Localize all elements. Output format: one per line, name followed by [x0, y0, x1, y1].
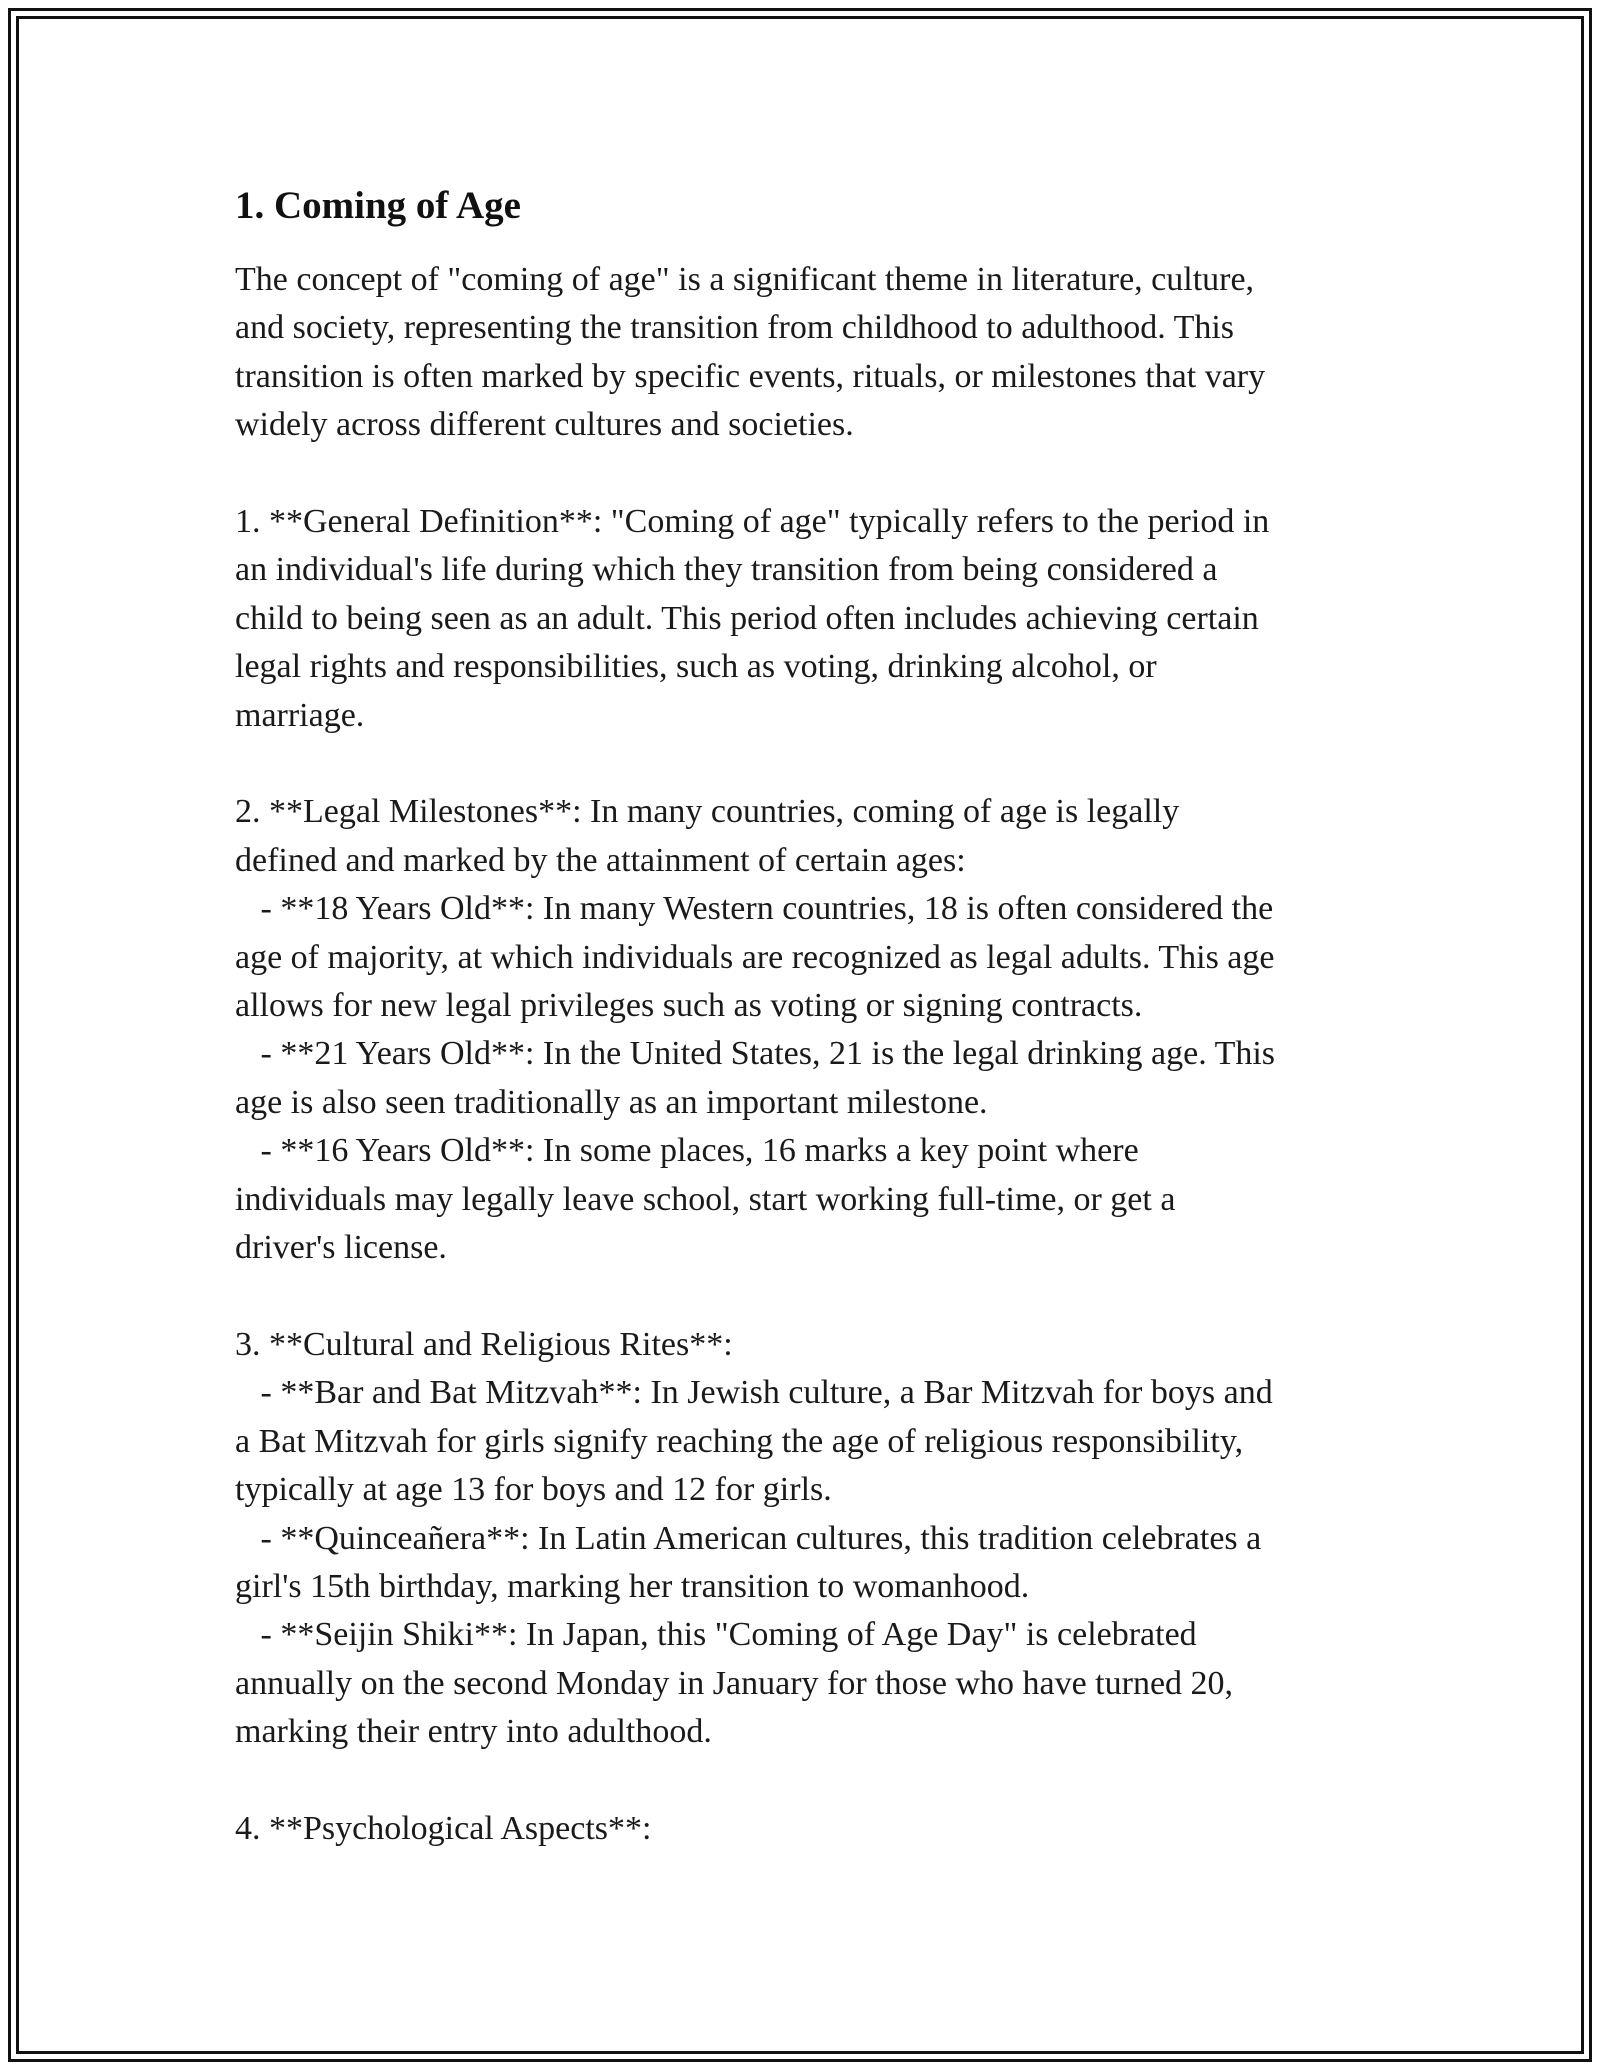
text-line: age is also seen traditionally as an important milestone. [235, 1083, 988, 1121]
text-line: typically at age 13 for boys and 12 for girls. [235, 1471, 832, 1509]
document-body [235, 178, 1375, 1853]
text-line: transition is often marked by specific events, rituals, or milestones that vary [235, 357, 1266, 395]
text-line: marking their entry into adulthood. [235, 1713, 712, 1751]
text-line: driver's license. [235, 1229, 447, 1267]
text-line: 1. **General Definition**: "Coming of age" typically refers to the period in [235, 503, 1270, 541]
text-line: annually on the second Monday in January for those who have turned 20, [235, 1664, 1234, 1702]
document-text [235, 256, 1375, 1853]
text-line: and society, representing the transition from childhood to adulthood. This [235, 309, 1235, 347]
text-line: - **21 Years Old**: In the United States, 21 is the legal drinking age. This [235, 1035, 1276, 1073]
text-line: child to being seen as an adult. This period often includes achieving certain [235, 599, 1259, 637]
section-heading: 1. Coming of Age [235, 184, 521, 227]
text-line: widely across different cultures and societies. [235, 406, 854, 444]
text-line: 4. **Psychological Aspects**: [235, 1809, 652, 1847]
text-line: marriage. [235, 696, 365, 734]
text-line: defined and marked by the attainment of certain ages: [235, 841, 966, 879]
blank-line [235, 740, 1375, 788]
blank-line [235, 1273, 1375, 1321]
text-line: The concept of "coming of age" is a significant theme in literature, culture, [235, 261, 1255, 298]
blank-line [235, 1757, 1375, 1805]
text-line: girl's 15th birthday, marking her transition to womanhood. [235, 1567, 1030, 1605]
text-line: individuals may legally leave school, start working full-time, or get a [235, 1180, 1176, 1218]
blank-line [235, 450, 1375, 498]
text-line: 2. **Legal Milestones**: In many countries, coming of age is legally [235, 793, 1180, 831]
text-line: - **Seijin Shiki**: In Japan, this "Coming of Age Day" is celebrated [235, 1616, 1197, 1654]
text-line: allows for new legal privileges such as voting or signing contracts. [235, 987, 1143, 1025]
text-line: - **16 Years Old**: In some places, 16 marks a key point where [235, 1132, 1139, 1170]
text-line: 3. **Cultural and Religious Rites**: [235, 1325, 733, 1363]
text-line: an individual's life during which they transition from being considered a [235, 551, 1218, 589]
text-line: a Bat Mitzvah for girls signify reaching the age of religious responsibility, [235, 1422, 1244, 1460]
text-line: - **Quinceañera**: In Latin American cultures, this tradition celebrates a [235, 1519, 1262, 1557]
text-line: - **Bar and Bat Mitzvah**: In Jewish culture, a Bar Mitzvah for boys and [235, 1374, 1273, 1412]
text-line: - **18 Years Old**: In many Western countries, 18 is often considered the [235, 890, 1274, 928]
text-line: age of majority, at which individuals are recognized as legal adults. This age [235, 938, 1275, 976]
text-line: legal rights and responsibilities, such as voting, drinking alcohol, or [235, 648, 1157, 686]
